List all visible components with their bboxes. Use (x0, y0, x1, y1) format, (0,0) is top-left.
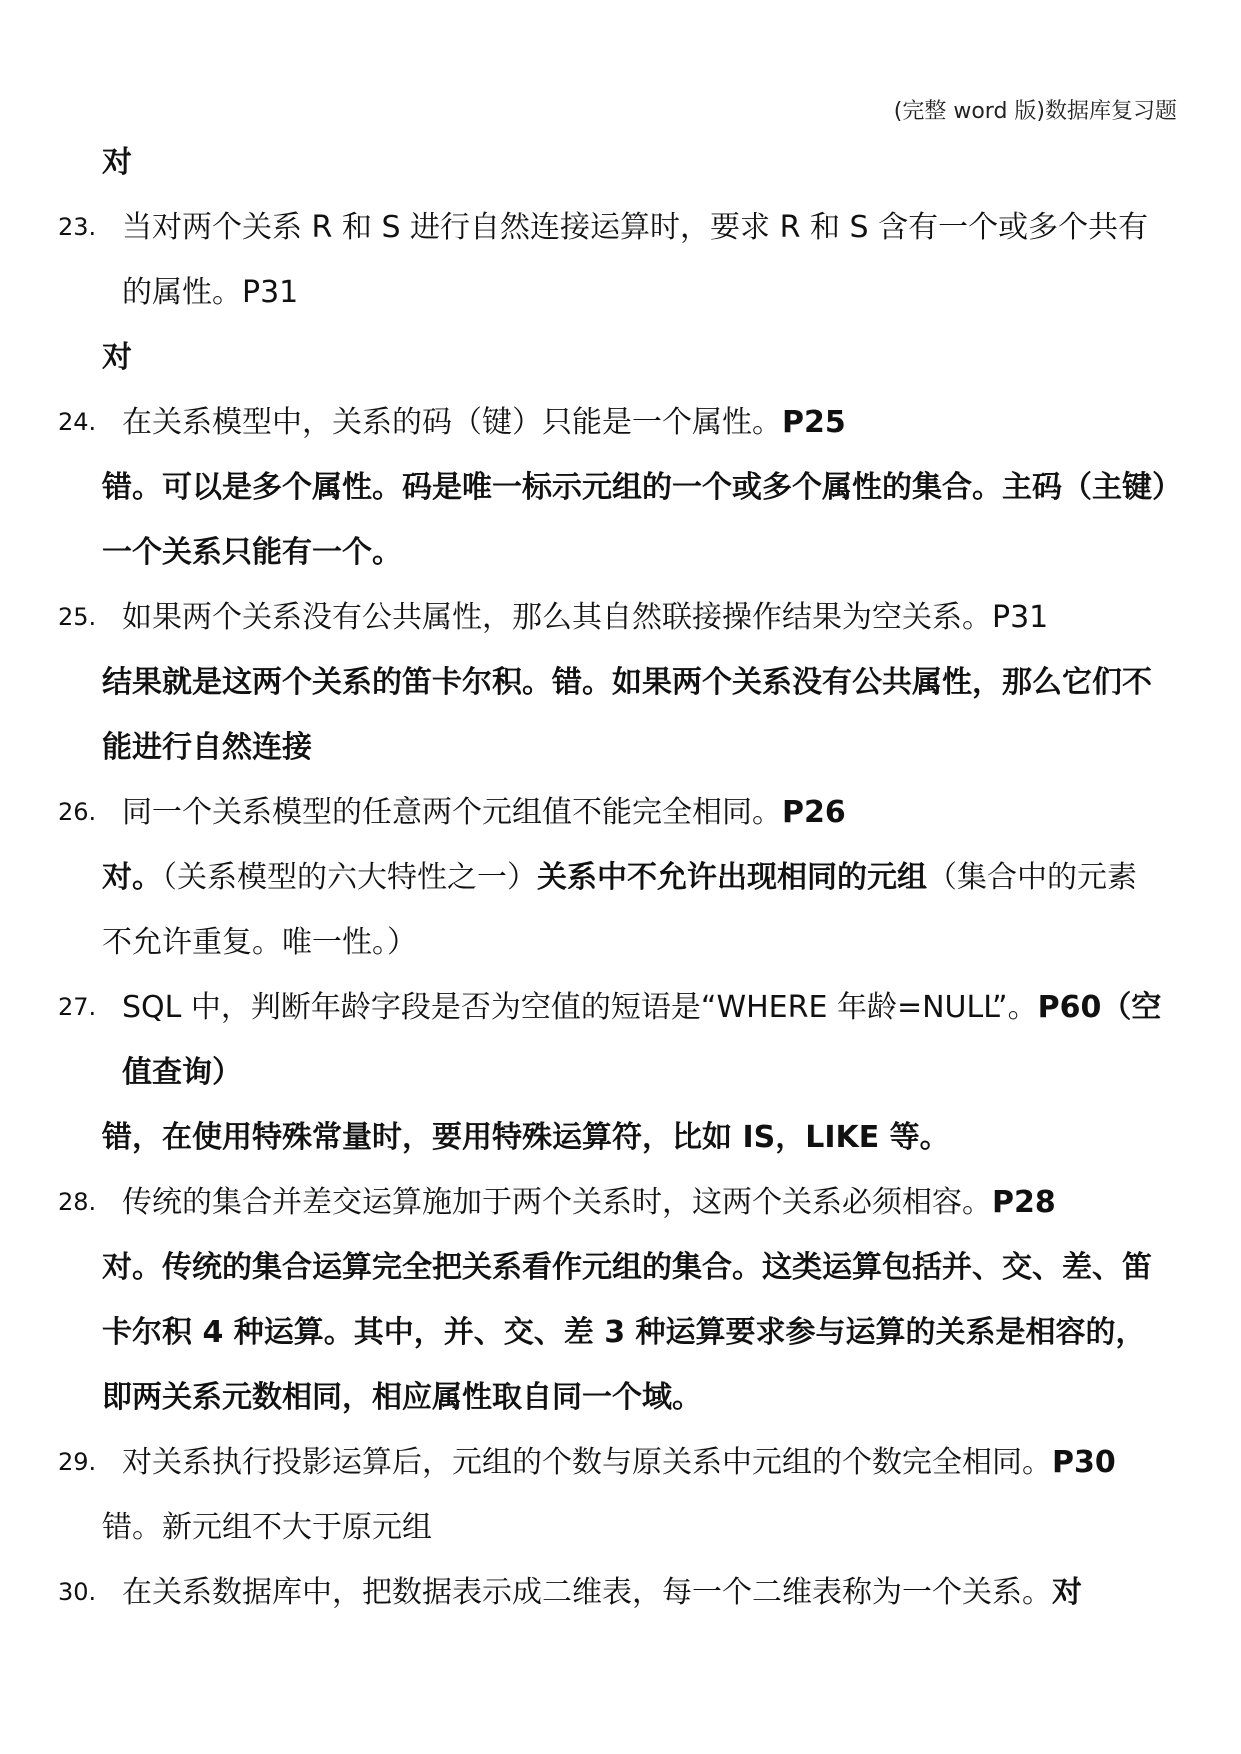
bold-text-segment: 即两关系元数相同，相应属性取自同一个域。 (102, 1380, 702, 1415)
answer-line (58, 325, 1188, 390)
bold-text-segment: 一个关系只能有一个。 (102, 535, 402, 570)
bold-text-segment: 卡尔积 4 种运算。其中，并、交、差 3 种运算要求参与运算的关系是相容的， (102, 1315, 1146, 1350)
question-line (58, 585, 1188, 650)
question-number: 24. (58, 408, 97, 436)
question-line (58, 975, 1188, 1040)
text-segment: （关系模型的六大特性之一） (162, 860, 537, 895)
document-body (58, 130, 1188, 1625)
answer-line (58, 1300, 1188, 1365)
question-number: 30. (58, 1578, 97, 1606)
bold-text-segment: 对。 (102, 860, 162, 895)
question-line (58, 195, 1188, 260)
text-segment: （集合中的元素 (927, 860, 1137, 895)
question-line (58, 1170, 1188, 1235)
question-line (58, 780, 1188, 845)
text-segment: 如果两个关系没有公共属性，那么其自然联接操作结果为空关系。P31 (122, 600, 1049, 635)
answer-line (58, 1105, 1188, 1170)
bold-text-segment: P25 (782, 405, 846, 440)
question-number: 29. (58, 1448, 97, 1476)
question-line (58, 1560, 1188, 1625)
bold-text-segment: P30 (1052, 1445, 1116, 1480)
text-segment: 错。新元组不大于原元组 (102, 1510, 432, 1545)
text-segment: SQL 中，判断年龄字段是否为空值的短语是“WHERE 年龄=NULL”。 (122, 990, 1038, 1025)
page-header-title: (完整 word 版)数据库复习题 (893, 99, 1177, 124)
answer-line (58, 1235, 1188, 1300)
answer-line (58, 520, 1188, 585)
question-number: 27. (58, 993, 97, 1021)
question-continuation-line (58, 1040, 1188, 1105)
bold-text-segment: P60（空 (1037, 990, 1162, 1025)
text-segment: 不允许重复。唯一性。） (102, 925, 417, 960)
bold-text-segment: 能进行自然连接 (102, 730, 312, 765)
answer-line (58, 1365, 1188, 1430)
answer-line (58, 130, 1188, 195)
bold-text-segment: 对 (102, 145, 132, 180)
question-number: 25. (58, 603, 97, 631)
answer-line (58, 1495, 1188, 1560)
answer-line (58, 715, 1188, 780)
bold-text-segment: 对。传统的集合运算完全把关系看作元组的集合。这类运算包括并、交、差、笛 (102, 1250, 1152, 1285)
text-segment: 传统的集合并差交运算施加于两个关系时，这两个关系必须相容。 (122, 1185, 992, 1220)
question-number: 23. (58, 213, 97, 241)
bold-text-segment: 对 (1052, 1575, 1082, 1610)
text-segment: 当对两个关系 R 和 S 进行自然连接运算时，要求 R 和 S 含有一个或多个共有 (122, 210, 1149, 245)
answer-line (58, 455, 1188, 520)
bold-text-segment: 错，在使用特殊常量时，要用特殊运算符，比如 IS，LIKE 等。 (102, 1120, 950, 1155)
bold-text-segment: 值查询） (122, 1055, 242, 1090)
bold-text-segment: P28 (992, 1185, 1056, 1220)
answer-line (58, 650, 1188, 715)
answer-line (58, 910, 1188, 975)
text-segment: 对关系执行投影运算后，元组的个数与原关系中元组的个数完全相同。 (122, 1445, 1052, 1480)
text-segment: 同一个关系模型的任意两个元组值不能完全相同。 (122, 795, 782, 830)
bold-text-segment: 对 (102, 340, 132, 375)
question-line (58, 1430, 1188, 1495)
answer-line (58, 845, 1188, 910)
text-segment: 在关系数据库中，把数据表示成二维表，每一个二维表称为一个关系。 (122, 1575, 1052, 1610)
question-number: 28. (58, 1188, 97, 1216)
question-continuation-line (58, 260, 1188, 325)
text-segment: 在关系模型中，关系的码（键）只能是一个属性。 (122, 405, 782, 440)
bold-text-segment: 关系中不允许出现相同的元组 (537, 860, 927, 895)
bold-text-segment: 结果就是这两个关系的笛卡尔积。错。如果两个关系没有公共属性，那么它们不 (102, 665, 1152, 700)
question-line (58, 390, 1188, 455)
bold-text-segment: 错。可以是多个属性。码是唯一标示元组的一个或多个属性的集合。主码（主键） (102, 470, 1182, 505)
bold-text-segment: P26 (782, 795, 846, 830)
text-segment: 的属性。P31 (122, 275, 299, 310)
question-number: 26. (58, 798, 97, 826)
